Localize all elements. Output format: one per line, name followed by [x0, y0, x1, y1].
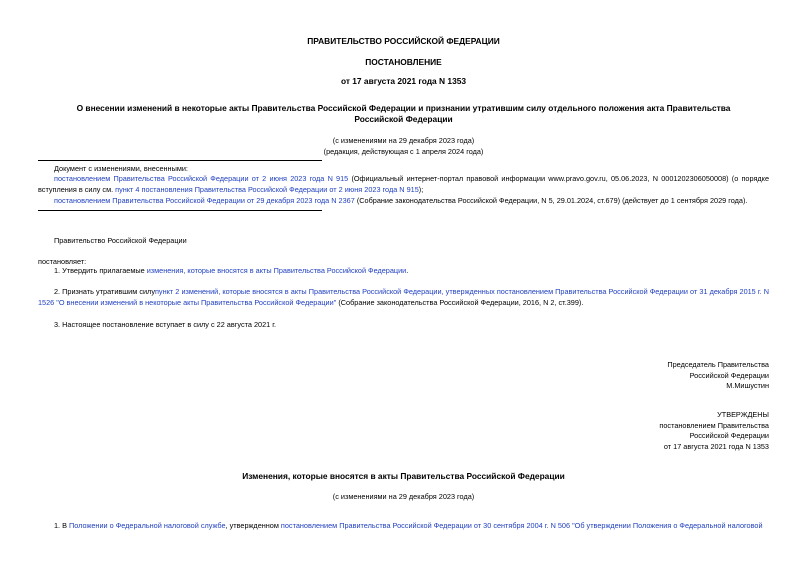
doc-type-heading: ПОСТАНОВЛЕНИЕ	[365, 57, 442, 67]
paragraph-2: 2. Признать утратившим силупункт 2 изменений, которые вносятся в акты Правительства Российской Федерации, утвержденных постановлением Правительства Российской Федерации от 31 декабря 2015 г. N 1526 "О внесении изменений в некоторые акты Правительства Российской Федерации" (Собрание законодательства Российской Федерации, 2016, N 2, ст.399).	[38, 287, 769, 307]
signature-block	[667, 360, 769, 392]
document-title: О внесении изменений в некоторые акты Правительства Российской Федерации и признании утратившим силу отдельного положения акта Правительства Российской Федерации	[76, 103, 731, 125]
resolves-line: постановляет:	[38, 257, 87, 266]
annex-paragraph-1: 1. В Положении о Федеральной налоговой службе, утвержденном постановлением Правительства Российской Федерации от 30 сентября 2004 г. N 506 "Об утверждении Положения о Федеральной налоговой	[54, 521, 763, 530]
government-heading: ПРАВИТЕЛЬСТВО РОССИЙСКОЙ ФЕДЕРАЦИИ	[307, 36, 500, 46]
divider-top	[38, 160, 322, 161]
approved-changes-link[interactable]: изменения, которые вносятся в акты Правительства Российской Федерации	[146, 266, 407, 275]
signature-line-1: Председатель Правительства	[667, 360, 769, 369]
paragraph-1: 1. Утвердить прилагаемые изменения, которые вносятся в акты Правительства Российской Федерации.	[54, 266, 409, 275]
amendment-item-1: постановлением Правительства Российской Федерации от 2 июня 2023 года N 915 (Официальный интернет-портал правовой информации www.pravo.gov.ru, 05.06.2023, N 0001202306050008) (о порядке вступления в силу см. пункт 4 постановления Правительства Российской Федерации от 2 июня 2023 года N 915);	[38, 174, 770, 194]
amendment-item-2: постановлением Правительства Российской Федерации от 29 декабря 2023 года N 2367 (Собрание законодательства Российской Федерации, N 5, 29.01.2024, ст.679) (действует до 1 сентября 2029 года).	[54, 196, 748, 205]
signature-line-3: М.Мишустин	[726, 381, 769, 391]
annex-title: Изменения, которые вносятся в акты Правительства Российской Федерации	[242, 471, 565, 481]
annex-changes-note: (с изменениями на 29 декабря 2023 года)	[332, 492, 475, 501]
tax-service-regulation-link[interactable]: Положении о Федеральной налоговой службе	[69, 521, 226, 530]
approval-line-4: от 17 августа 2021 года N 1353	[663, 441, 769, 451]
date-number-heading: от 17 августа 2021 года N 1353	[340, 76, 467, 86]
resolution-506-link[interactable]: постановлением Правительства Российской Федерации от 30 сентября 2004 г. N 506 "Об утверждении Положения о Федеральной налоговой	[280, 521, 763, 530]
changes-note: (с изменениями на 29 декабря 2023 года)	[332, 136, 475, 145]
amendment-link-2367[interactable]: постановлением Правительства Российской Федерации от 29 декабря 2023 года N 2367	[54, 196, 355, 205]
government-line: Правительство Российской Федерации	[54, 236, 187, 245]
edition-note: (редакция, действующая с 1 апреля 2024 года)	[323, 147, 484, 156]
approval-block	[659, 410, 769, 452]
approval-line-1: УТВЕРЖДЕНЫ	[717, 410, 769, 419]
amendment-link-915[interactable]: постановлением Правительства Российской Федерации от 2 июня 2023 года N 915	[54, 174, 349, 183]
divider-bottom	[38, 210, 322, 211]
approval-line-3: Российской Федерации	[689, 431, 769, 441]
amendments-intro: Документ с изменениями, внесенными:	[54, 164, 188, 173]
signature-line-2: Российской Федерации	[689, 370, 769, 380]
amendment-link-915-point4[interactable]: пункт 4 постановления Правительства Российской Федерации от 2 июня 2023 года N 915	[115, 184, 419, 194]
approval-line-2: постановлением Правительства	[659, 420, 769, 430]
point-2-link[interactable]: пункт 2 изменений, которые вносятся в акты Правительства Российской Федерации, утвержденных постановлением Правительства Российской Федерации от 31 декабря 2015 г. N 1526 "О внесении изменений в некоторые акты Правительства Российской Федерации"	[38, 287, 769, 307]
paragraph-3: 3. Настоящее постановление вступает в силу с 22 августа 2021 г.	[54, 320, 277, 329]
